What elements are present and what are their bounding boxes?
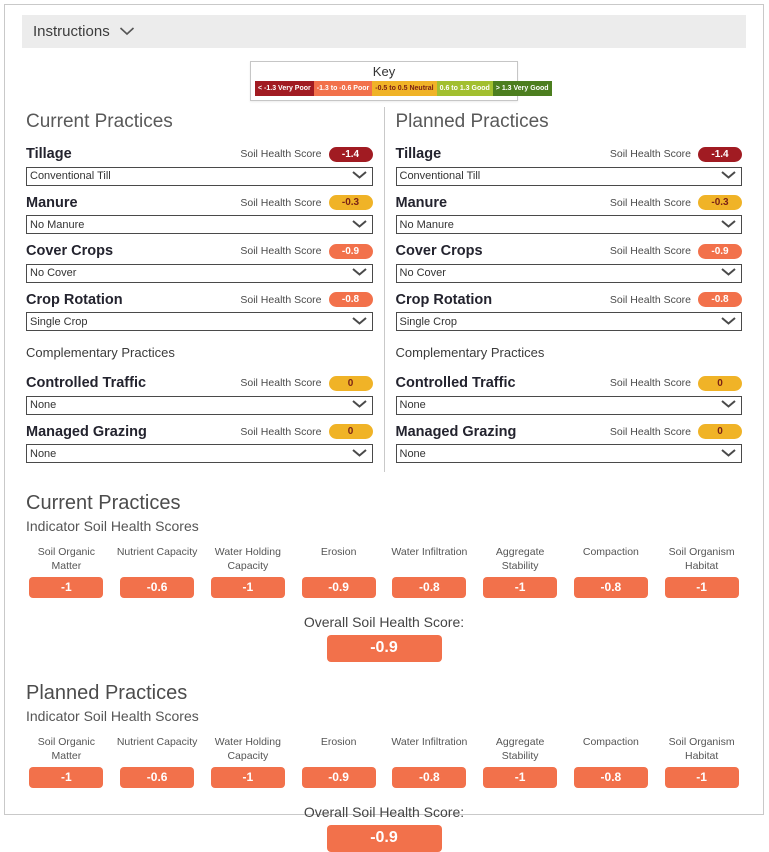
practice-row-manure	[26, 195, 373, 235]
key-cell-very-poor: < -1.3 Very Poor	[255, 81, 314, 96]
indicator-water-holding-capacity	[208, 736, 289, 788]
soil-health-score-label: Soil Health Score	[240, 425, 322, 438]
indicator-water-infiltration	[389, 546, 470, 598]
select-controlled-traffic-planned[interactable]	[396, 396, 743, 415]
practice-row-crop-rotation	[396, 292, 743, 332]
overall-score-label: Overall Soil Health Score:	[303, 614, 465, 630]
practice-row-controlled-traffic	[26, 375, 373, 415]
indicator-score-badge: -0.9	[302, 767, 376, 788]
practice-row-tillage	[396, 146, 743, 186]
indicator-compaction	[571, 736, 652, 788]
overall-score-block	[26, 614, 742, 662]
indicator-soil-organism-habitat	[661, 546, 742, 598]
soil-health-score-label: Soil Health Score	[609, 196, 691, 209]
indicator-score-badge: -0.6	[120, 577, 194, 598]
tillage-score-badge: -1.4	[329, 147, 373, 162]
indicator-label: Aggregate Stability	[495, 546, 545, 572]
indicator-label: Erosion	[320, 546, 357, 558]
indicator-scores-subtitle: Indicator Soil Health Scores	[26, 518, 199, 534]
tillage-score-badge: -1.4	[698, 147, 742, 162]
page-container	[4, 4, 764, 846]
soil-health-score-label: Soil Health Score	[609, 148, 691, 160]
select-controlled-traffic-current[interactable]	[26, 396, 373, 415]
indicator-score-badge: -0.8	[392, 767, 466, 788]
select-crop-rotation-current[interactable]	[26, 312, 373, 331]
crop-rotation-label: Crop Rotation	[26, 291, 123, 308]
indicator-label: Water Holding Capacity	[214, 546, 281, 572]
managed-grazing-label: Managed Grazing	[26, 423, 147, 440]
planned-results-section	[26, 682, 742, 852]
practice-row-cover-crops	[396, 243, 743, 283]
complementary-practices-label: Complementary Practices	[395, 345, 545, 360]
key-cell-very-good: > 1.3 Very Good	[493, 81, 552, 96]
manure-score-badge: -0.3	[329, 195, 373, 210]
managed-grazing-label: Managed Grazing	[395, 423, 517, 440]
cover-crops-label: Cover Crops	[26, 243, 114, 259]
soil-health-score-label: Soil Health Score	[609, 245, 691, 257]
indicator-soil-organic-matter	[26, 736, 107, 788]
indicator-score-badge: -1	[211, 577, 285, 598]
crop-rotation-score-badge: -0.8	[329, 292, 373, 307]
indicator-score-badge: -1	[29, 767, 103, 788]
soil-health-score-label: Soil Health Score	[240, 245, 322, 257]
select-manure-planned[interactable]	[396, 215, 743, 234]
indicator-label: Erosion	[320, 736, 357, 748]
indicator-label: Nutrient Capacity	[116, 736, 198, 748]
tillage-label: Tillage	[26, 146, 72, 162]
indicator-grid	[26, 546, 742, 598]
overall-score-badge: -0.9	[327, 825, 442, 852]
complementary-practices-label: Complementary Practices	[26, 345, 175, 360]
select-tillage-planned[interactable]	[396, 167, 743, 186]
select-manure-current[interactable]	[26, 215, 373, 234]
manure-label: Manure	[26, 194, 78, 211]
overall-score-badge: -0.9	[327, 635, 442, 662]
overall-score-label: Overall Soil Health Score:	[303, 804, 465, 820]
practice-row-manure	[396, 195, 743, 235]
indicator-score-badge: -0.6	[120, 767, 194, 788]
key-row	[255, 81, 549, 96]
indicator-water-infiltration	[389, 736, 470, 788]
practice-row-managed-grazing	[26, 424, 373, 464]
key-cell-good: 0.6 to 1.3 Good	[437, 81, 493, 96]
indicator-score-badge: -0.9	[302, 577, 376, 598]
practice-row-crop-rotation	[26, 292, 373, 332]
select-managed-grazing-planned[interactable]	[396, 444, 743, 463]
indicator-erosion	[298, 736, 379, 788]
practice-row-managed-grazing	[396, 424, 743, 464]
indicator-aggregate-stability	[480, 546, 561, 598]
managed-grazing-score-badge: 0	[329, 424, 373, 439]
indicator-nutrient-capacity	[117, 736, 198, 788]
tillage-label: Tillage	[395, 146, 442, 162]
overall-score-block	[26, 804, 742, 852]
indicator-score-badge: -1	[211, 767, 285, 788]
planned-practices-column	[384, 107, 743, 472]
indicator-grid	[26, 736, 742, 788]
managed-grazing-score-badge: 0	[698, 424, 742, 439]
indicator-soil-organism-habitat	[661, 736, 742, 788]
indicator-label: Aggregate Stability	[495, 736, 545, 762]
instructions-label: Instructions	[33, 23, 110, 40]
indicator-score-badge: -0.8	[574, 577, 648, 598]
manure-score-badge: -0.3	[698, 195, 742, 210]
manure-label: Manure	[395, 194, 448, 211]
practice-row-controlled-traffic	[396, 375, 743, 415]
indicator-score-badge: -0.8	[392, 577, 466, 598]
chevron-down-icon	[119, 27, 135, 36]
select-tillage-current[interactable]	[26, 167, 373, 186]
indicator-nutrient-capacity	[117, 546, 198, 598]
soil-health-score-label: Soil Health Score	[609, 293, 691, 306]
practices-form	[26, 107, 742, 472]
soil-health-score-label: Soil Health Score	[240, 148, 322, 160]
indicator-label: Soil Organic Matter	[37, 546, 95, 572]
soil-health-score-label: Soil Health Score	[240, 196, 322, 209]
cover-crops-label: Cover Crops	[395, 243, 483, 259]
indicator-label: Soil Organic Matter	[37, 736, 95, 762]
soil-health-score-label: Soil Health Score	[609, 377, 691, 389]
crop-rotation-label: Crop Rotation	[395, 291, 493, 308]
current-results-title: Current Practices	[26, 492, 181, 514]
indicator-score-badge: -0.8	[574, 767, 648, 788]
indicator-aggregate-stability	[480, 736, 561, 788]
key-cell-poor: -1.3 to -0.6 Poor	[314, 81, 373, 96]
indicator-compaction	[571, 546, 652, 598]
instructions-toggle[interactable]	[22, 15, 746, 48]
indicator-label: Water Infiltration	[391, 546, 468, 558]
current-practices-column	[26, 107, 384, 472]
indicator-erosion	[298, 546, 379, 598]
key-cell-neutral: -0.5 to 0.5 Neutral	[372, 81, 436, 96]
indicator-label: Soil Organism Habitat	[668, 546, 735, 572]
indicator-scores-subtitle: Indicator Soil Health Scores	[26, 708, 199, 724]
current-results-section	[26, 492, 742, 662]
indicator-score-badge: -1	[665, 767, 739, 788]
indicator-label: Compaction	[582, 736, 639, 748]
select-crop-rotation-planned[interactable]	[396, 312, 743, 331]
indicator-water-holding-capacity	[208, 546, 289, 598]
select-cover-crops-planned[interactable]	[396, 264, 743, 283]
indicator-score-badge: -1	[483, 767, 557, 788]
controlled-traffic-label: Controlled Traffic	[26, 375, 147, 391]
controlled-traffic-score-badge: 0	[698, 376, 742, 391]
cover-crops-score-badge: -0.9	[329, 244, 373, 259]
controlled-traffic-label: Controlled Traffic	[395, 375, 516, 391]
score-key-legend	[250, 61, 549, 101]
soil-health-score-label: Soil Health Score	[240, 377, 322, 389]
indicator-label: Soil Organism Habitat	[668, 736, 735, 762]
indicator-label: Water Holding Capacity	[214, 736, 281, 762]
indicator-score-badge: -1	[665, 577, 739, 598]
indicator-score-badge: -1	[29, 577, 103, 598]
indicator-soil-organic-matter	[26, 546, 107, 598]
soil-health-score-label: Soil Health Score	[240, 293, 322, 306]
select-cover-crops-current[interactable]	[26, 264, 373, 283]
crop-rotation-score-badge: -0.8	[698, 292, 742, 307]
indicator-score-badge: -1	[483, 577, 557, 598]
indicator-label: Water Infiltration	[391, 736, 468, 748]
controlled-traffic-score-badge: 0	[329, 376, 373, 391]
planned-practices-title: Planned Practices	[395, 111, 549, 132]
indicator-label: Nutrient Capacity	[116, 546, 198, 558]
soil-health-score-label: Soil Health Score	[609, 425, 691, 438]
current-practices-title: Current Practices	[26, 111, 173, 132]
cover-crops-score-badge: -0.9	[698, 244, 742, 259]
planned-results-title: Planned Practices	[26, 682, 188, 704]
practice-row-tillage	[26, 146, 373, 186]
key-title: Key	[372, 64, 396, 79]
indicator-label: Compaction	[582, 546, 639, 558]
practice-row-cover-crops	[26, 243, 373, 283]
select-managed-grazing-current[interactable]	[26, 444, 373, 463]
